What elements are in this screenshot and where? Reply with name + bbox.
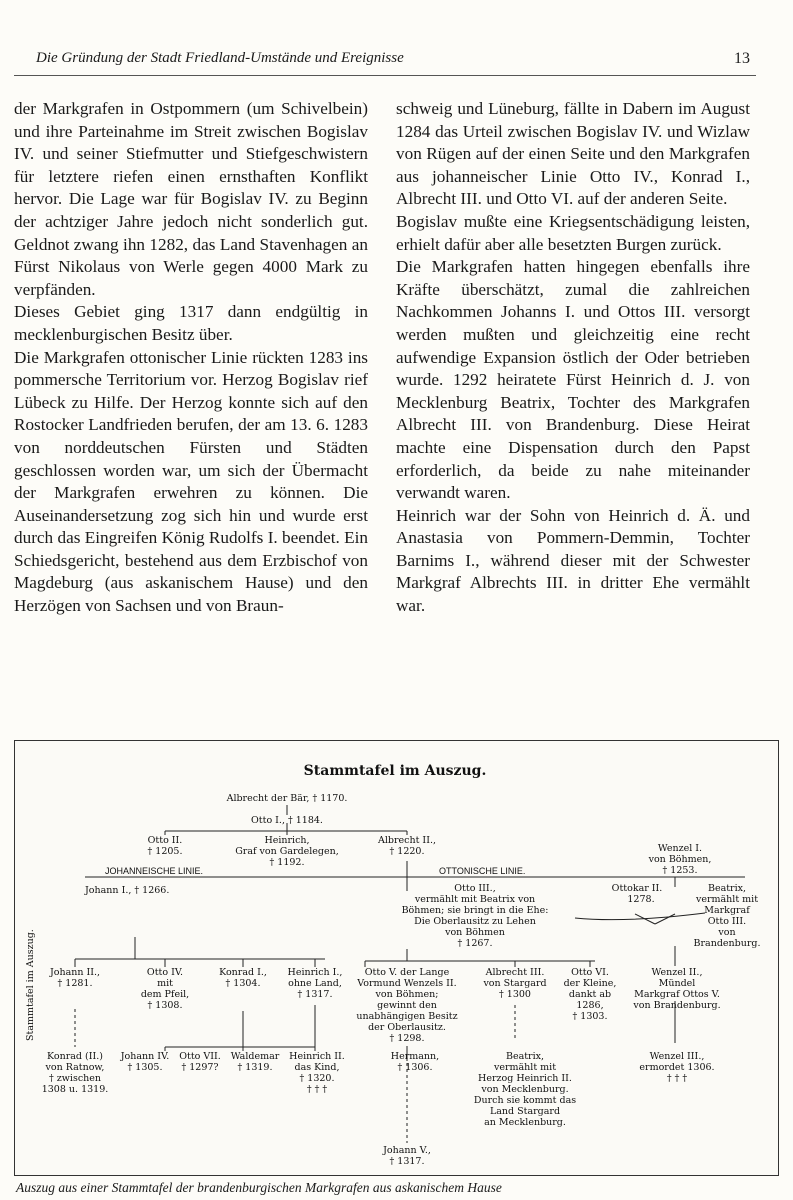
- paragraph: Die Markgrafen hatten hingegen ebenfalls ihre Kräfte überschätzt, zumal die zahlreichen Nachkommen Johanns I. und Ottos III. versorgt werden mußten und gleichzeitig eine recht aufwendige Expansion östlich der Oder betrieben wurde. 1292 heiratete Fürst Heinrich d. J. von Mecklenburg Beatrix, Tochter des Markgrafen Albrecht III. von Brandenburg. Diese Heirat machte eine Dispensation durch den Papst erforderlich, da beide zu nahe miteinander verwandt waren.: [396, 257, 750, 503]
- node-text: † 1303.: [572, 1011, 608, 1022]
- node-text: † 1317.: [389, 1156, 425, 1167]
- node-text: Böhmen; sie bringt in die Ehe:: [401, 905, 549, 916]
- node-text: † 1281.: [57, 978, 93, 989]
- node-text: † 1306.: [397, 1062, 433, 1073]
- node-text: † 1308.: [147, 1000, 183, 1011]
- node-wenzel-2: Wenzel II.,: [651, 967, 703, 978]
- node-text: von Stargard: [483, 978, 547, 989]
- node-otto-7: Otto VII.: [179, 1051, 221, 1062]
- node-ottokar-2: Ottokar II.: [611, 883, 663, 894]
- node-text: vermählt mit Beatrix von: [414, 894, 536, 905]
- node-text: † 1320.: [299, 1073, 335, 1084]
- node-text: von Böhmen,: [648, 854, 712, 865]
- node-text: † 1317.: [297, 989, 333, 1000]
- node-text: von Böhmen;: [375, 989, 439, 1000]
- node-beatrix-mecklenburg: Beatrix,: [505, 1051, 545, 1062]
- node-text: 1286,: [576, 1000, 604, 1011]
- node-text: ermordet 1306.: [639, 1062, 715, 1073]
- paragraph: Heinrich war der Sohn von Heinrich d. Ä. und Anastasia von Pommern-Demmin, Tochter Barnims I., während dieser mit der Schwester Markgraf Albrechts III. in dritter Ehe vermählt war.: [396, 505, 750, 616]
- node-beatrix-boehmen: Beatrix,: [707, 883, 747, 894]
- node-heinrich-1: Heinrich I.,: [287, 967, 343, 978]
- node-text: † † †: [306, 1084, 328, 1095]
- node-text: † 1253.: [662, 865, 698, 876]
- node-text: der Oberlausitz.: [368, 1022, 446, 1033]
- node-text: 1308 u. 1319.: [41, 1084, 109, 1095]
- node-text: † † †: [666, 1073, 688, 1084]
- node-johann-2: Johann II.,: [49, 967, 101, 978]
- node-text: Land Stargard: [489, 1106, 561, 1117]
- node-text: † 1304.: [225, 978, 261, 989]
- node-text: dem Pfeil,: [140, 989, 190, 1000]
- node-otto-2: Otto II.: [147, 835, 183, 846]
- label-ottonische-linie: OTTONISCHE LINIE.: [439, 866, 526, 876]
- node-text: Durch sie kommt das: [473, 1095, 577, 1106]
- node-albrecht-baer: Albrecht der Bär, † 1170.: [226, 793, 348, 804]
- paragraph: Die Markgrafen ottonischer Linie rückten 1283 ins pommersche Territorium vor. Herzog Bogislav rief Lübeck zu Hilfe. Der Herzog konnte sich auf den Rostocker Landfrieden berufen, der am 13. 6. 1283 von norddeutschen Fürsten und Städten geschlossen worden war, um sich der Übermacht der Markgrafen erwehren zu können. Die Auseinandersetzung zog sich hin und wurde erst durch das Eingreifen König Rudolfs I. beendet. Ein Schiedsgericht, bestehend aus dem Erzbischof von Magdeburg (aus askanischem Hause) und den Herzögen von Sachsen und von Braun-: [14, 347, 368, 616]
- node-text: † 1319.: [237, 1062, 273, 1073]
- node-text: † 1298.: [389, 1033, 425, 1044]
- node-text: Brandenburg.: [693, 938, 761, 949]
- label-johanneische-linie: JOHANNEISCHE LINIE.: [105, 866, 204, 876]
- figure-title: Stammtafel im Auszug.: [303, 763, 487, 779]
- node-otto-6: Otto VI.: [571, 967, 609, 978]
- node-text: Otto III.: [707, 916, 747, 927]
- node-otto-5: Otto V. der Lange: [364, 967, 450, 978]
- node-text: das Kind,: [294, 1062, 340, 1073]
- node-text: gewinnt den: [377, 1000, 437, 1011]
- right-column: [396, 98, 750, 618]
- family-tree-diagram: [15, 741, 778, 1175]
- node-text: unabhängigen Besitz: [356, 1011, 458, 1022]
- running-head-title: Die Gründung der Stadt Friedland-Umstände und Ereignisse: [36, 50, 404, 66]
- page-number: 13: [734, 50, 750, 67]
- node-text: vermählt mit: [695, 894, 759, 905]
- node-text: Die Oberlausitz zu Lehen: [414, 916, 536, 927]
- node-text: von Böhmen: [445, 927, 505, 938]
- paragraph: der Markgrafen in Ostpommern (um Schivelbein) und ihre Parteinahme im Streit zwischen Bogislav IV. und seiner Stiefmutter und Stiefgeschwistern für letztere riefen einen ernsthaften Konflikt hervor. Die Lage war für Bogislav IV. zu Beginn der achtziger Jahre jedoch nicht sonderlich gut. Geldnot zwang ihn 1282, das Land Stavenhagen an Fürst Nikolaus von Werle gegen 4000 Mark zu verpfänden.: [14, 99, 368, 299]
- node-konrad-1: Konrad I.,: [219, 967, 267, 978]
- node-otto-3: Otto III.,: [454, 883, 496, 894]
- paragraph: schweig und Lüneburg, fällte in Dabern im August 1284 das Urteil zwischen Bogislav IV. und Wizlaw von Rügen auf der einen Seite und den Markgrafen aus johanneischer Linie Otto IV., Konrad I., Albrecht III. und Otto VI. auf der anderen Seite.: [396, 99, 750, 209]
- node-text: vermählt mit: [493, 1062, 557, 1073]
- node-heinrich-2: Heinrich II.: [289, 1051, 345, 1062]
- node-text: Herzog Heinrich II.: [478, 1073, 572, 1084]
- node-albrecht-3: Albrecht III.: [485, 967, 545, 978]
- node-konrad-2: Konrad (II.): [47, 1051, 103, 1062]
- node-heinrich-gardelegen: Heinrich,: [264, 835, 310, 846]
- node-text: 1278.: [627, 894, 655, 905]
- node-waldemar: Waldemar: [230, 1051, 280, 1062]
- node-johann-4: Johann IV.: [120, 1051, 170, 1062]
- node-text: von Brandenburg.: [633, 1000, 721, 1011]
- node-text: † 1192.: [269, 857, 305, 868]
- node-johann-1: Johann I., † 1266.: [85, 885, 170, 896]
- node-text: von: [718, 927, 736, 938]
- node-johann-5: Johann V.,: [383, 1145, 431, 1156]
- node-wenzel-3: Wenzel III.,: [649, 1051, 705, 1062]
- node-text: von Mecklenburg.: [481, 1084, 569, 1095]
- node-text: Mündel: [658, 978, 696, 989]
- side-label: Stammtafel im Auszug.: [25, 929, 36, 1041]
- node-text: † 1220.: [389, 846, 425, 857]
- node-text: Graf von Gardelegen,: [235, 846, 339, 857]
- node-text: † 1267.: [457, 938, 493, 949]
- node-albrecht-2: Albrecht II.,: [378, 835, 436, 846]
- family-tree-figure: [14, 740, 779, 1176]
- node-text: † 1305.: [127, 1062, 163, 1073]
- node-text: mit: [157, 978, 173, 989]
- node-text: Markgraf: [704, 905, 750, 916]
- node-otto-4: Otto IV.: [146, 967, 184, 978]
- node-wenzel-1: Wenzel I.: [657, 843, 703, 854]
- node-text: † zwischen: [49, 1073, 101, 1084]
- figure-caption: Auszug aus einer Stammtafel der brandenburgischen Markgrafen aus askanischem Hause: [16, 1180, 502, 1195]
- paragraph: Bogislav mußte eine Kriegsentschädigung leisten, erhielt dafür aber alle besetzten Burgen zurück.: [396, 211, 750, 254]
- node-text: der Kleine,: [563, 978, 617, 989]
- node-hermann: Hermann,: [390, 1051, 440, 1062]
- node-text: Markgraf Ottos V.: [634, 989, 720, 1000]
- node-text: an Mecklenburg.: [484, 1117, 566, 1128]
- node-otto-1: Otto I., † 1184.: [251, 815, 323, 826]
- running-head: [14, 48, 756, 76]
- node-text: ohne Land,: [288, 978, 342, 989]
- left-column: [14, 98, 368, 618]
- node-text: von Ratnow,: [45, 1062, 105, 1073]
- node-text: Vormund Wenzels II.: [357, 978, 457, 989]
- node-text: † 1297?: [181, 1062, 219, 1073]
- node-text: † 1205.: [147, 846, 183, 857]
- node-text: dankt ab: [568, 989, 612, 1000]
- paragraph: Dieses Gebiet ging 1317 dann endgültig in mecklenburgischen Besitz über.: [14, 302, 368, 344]
- node-text: † 1300: [499, 989, 531, 1000]
